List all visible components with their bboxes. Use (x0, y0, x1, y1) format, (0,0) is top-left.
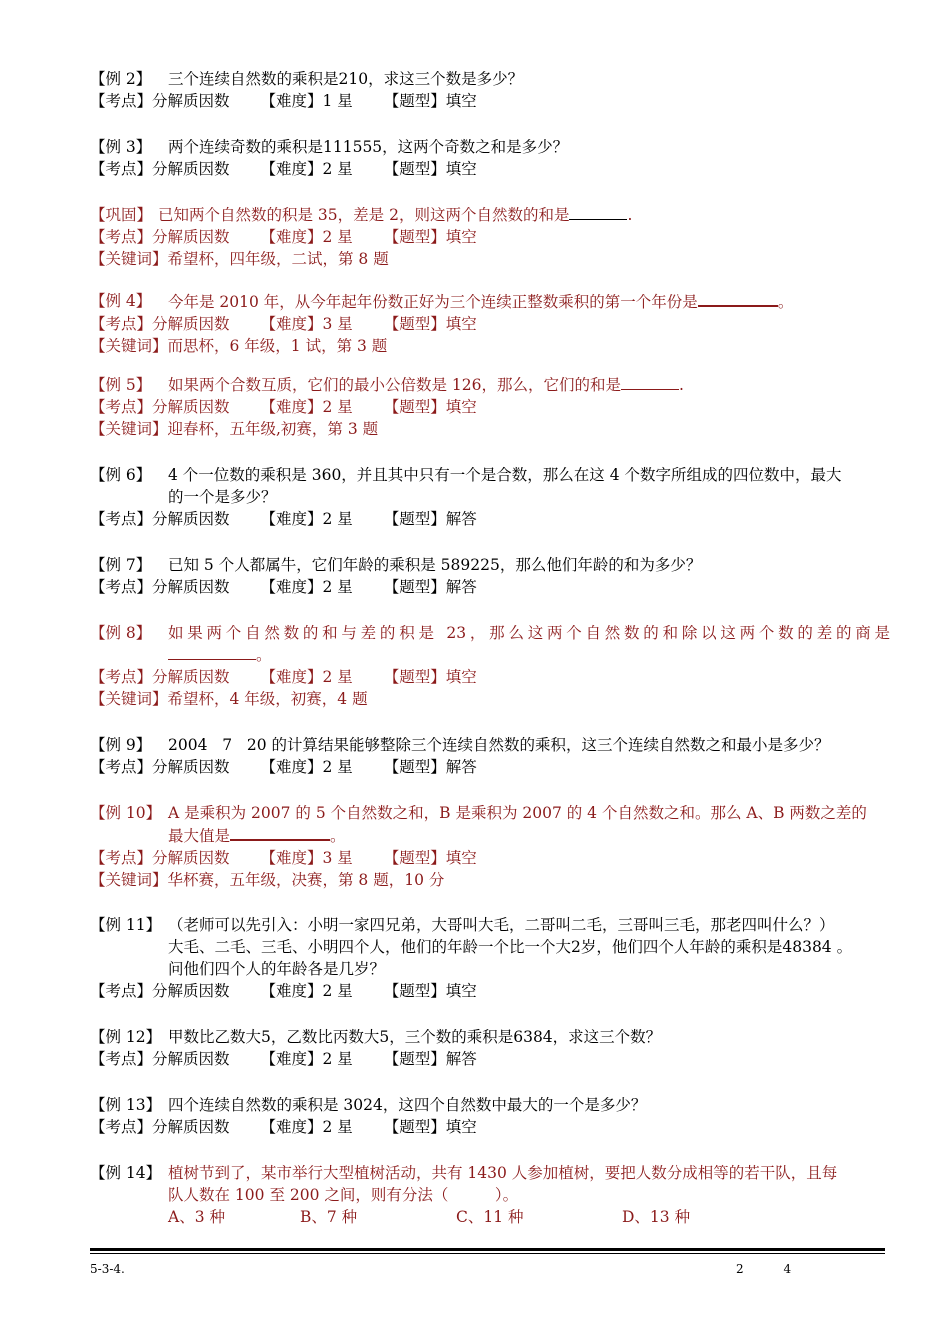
question-text: 如果两个合数互质，它们的最小公倍数是 126，那么，它们的和是 (168, 376, 622, 394)
example-tag: 【例 12】 (90, 1028, 162, 1046)
example-7 (90, 554, 890, 598)
meta-line: 【考点】分解质因数 【难度】3 星 【题型】填空 (90, 315, 477, 333)
example-tag: 【例 8】 (90, 624, 152, 642)
meta-line: 【考点】分解质因数 【难度】2 星 【题型】填空 (90, 228, 477, 246)
keywords-line: 【关键词】而思杯，6 年级，1 试，第 3 题 (90, 337, 388, 355)
footer-divider-thin (90, 1253, 885, 1254)
example-3 (90, 136, 890, 180)
answer-blank (168, 644, 256, 660)
example-tag: 【例 4】 (90, 292, 152, 310)
meta-line: 【考点】分解质因数 【难度】2 星 【题型】解答 (90, 1050, 477, 1068)
footer-code: 5-3-4. (90, 1262, 125, 1276)
question-text: （老师可以先引入：小明一家四兄弟，大哥叫大毛，二哥叫二毛，三哥叫三毛，那老四叫什么？） (168, 916, 835, 934)
question-text: 甲数比乙数大5，乙数比丙数大5，三个数的乘积是6384，求这三个数？ (168, 1028, 662, 1046)
example-tag: 【例 9】 (90, 736, 152, 754)
example-tag: 【例 14】 (90, 1164, 162, 1182)
question-text: 已知 5 个人都属牛，它们年龄的乘积是 589225，那么他们年龄的和为多少？ (168, 556, 702, 574)
example-10: 【例 10】 A 是乘积为 2007 的 5 个自然数之和，B 是乘积为 2007 的 4 个自然数之和。那么 A、B 两数之差的 最大值是 。 【考点】分解质因数 【难度】3 星 【题型】填空 【关键词】华杯赛，五年级，决赛，第 8 题，10 分 (90, 802, 890, 891)
question-text: 已知两个自然数的积是 35，差是 2，则这两个自然数的和是 (158, 206, 570, 224)
meta-line: 【考点】分解质因数 【难度】2 星 【题型】填空 (90, 668, 477, 686)
meta-line: 【考点】分解质因数 【难度】2 星 【题型】填空 (90, 1118, 477, 1136)
question-text: 问他们四个人的年龄各是几岁？ (168, 960, 386, 978)
question-text: 大毛、二毛、三毛、小明四个人，他们的年龄一个比一个大2岁，他们四个人年龄的乘积是48384 。 (168, 938, 853, 956)
example-tag: 【巩固】 (90, 206, 153, 224)
question-text: 植树节到了，某市举行大型植树活动，共有 1430 人参加植树，要把人数分成相等的若干队，且每 (168, 1164, 838, 1182)
question-text: A 是乘积为 2007 的 5 个自然数之和，B 是乘积为 2007 的 4 个自然数之和。那么 A、B 两数之差的 (168, 804, 867, 822)
footer-divider (90, 1248, 885, 1251)
example-tag: 【例 5】 (90, 376, 152, 394)
question-text: 队人数在 100 至 200 之间，则有分法（ ）。 (168, 1186, 519, 1204)
question-text: 如果两个自然数的和与差的积是 23，那么这两个自然数的和除以这两个数的差的商是 (168, 624, 890, 642)
meta-line: 【考点】分解质因数 【难度】2 星 【题型】解答 (90, 510, 477, 528)
example-tag: 【例 6】 (90, 466, 152, 484)
meta-line: 【考点】分解质因数 【难度】1 星 【题型】填空 (90, 92, 477, 110)
example-13 (90, 1094, 890, 1138)
answer-blank (230, 824, 330, 841)
example-tag: 【例 13】 (90, 1096, 162, 1114)
meta-line: 【考点】分解质因数 【难度】2 星 【题型】填空 (90, 982, 477, 1000)
page-number: 2 4 (736, 1262, 810, 1276)
answer-blank (698, 290, 778, 307)
example-11 (90, 914, 890, 1002)
example-5: 【例 5】 如果两个合数互质，它们的最小公倍数是 126，那么，它们的和是 . 【考点】分解质因数 【难度】2 星 【题型】填空 【关键词】迎春杯，五年级,初赛，第 3 题 (90, 374, 890, 440)
choices (90, 1206, 890, 1228)
keywords-line: 【关键词】希望杯，4 年级，初赛，4 题 (90, 690, 368, 708)
example-14 (90, 1162, 890, 1228)
example-4: 【例 4】 今年是 2010 年，从今年起年份数正好为三个连续正整数乘积的第一个年份是 。 【考点】分解质因数 【难度】3 星 【题型】填空 【关键词】而思杯，6 年级，1 试，第 3 题 (90, 290, 890, 357)
question-text: 2004 7 20 的计算结果能够整除三个连续自然数的乘积，这三个连续自然数之和最小是多少？ (168, 736, 830, 754)
example-2 (90, 68, 890, 112)
example-tag: 【例 10】 (90, 804, 162, 822)
answer-blank (621, 374, 679, 390)
meta-line: 【考点】分解质因数 【难度】2 星 【题型】解答 (90, 578, 477, 596)
choice-d: D、13 种 (622, 1208, 691, 1226)
choice-a: A、3 种 (168, 1208, 225, 1226)
meta-line: 【考点】分解质因数 【难度】2 星 【题型】填空 (90, 398, 477, 416)
example-8: 【例 8】 如果两个自然数的和与差的积是 23，那么这两个自然数的和除以这两个数的差的商是 。 【考点】分解质因数 【难度】2 星 【题型】填空 【关键词】希望杯，4 年级，初赛，4 题 (90, 624, 890, 708)
example-tag: 【例 11】 (90, 916, 162, 934)
meta-line: 【考点】分解质因数 【难度】2 星 【题型】解答 (90, 758, 477, 776)
question-text: 最大值是 (168, 827, 231, 845)
answer-blank (569, 204, 627, 220)
example-6 (90, 464, 890, 530)
consolidation: 【巩固】 已知两个自然数的积是 35，差是 2，则这两个自然数的和是 . 【考点】分解质因数 【难度】2 星 【题型】填空 【关键词】希望杯，四年级，二试，第 8 题 (90, 204, 890, 270)
question-text: 4 个一位数的乘积是 360，并且其中只有一个是合数，那么在这 4 个数字所组成的四位数中，最大 (168, 466, 842, 484)
example-12 (90, 1026, 890, 1070)
example-9 (90, 734, 890, 778)
keywords-line: 【关键词】迎春杯，五年级,初赛，第 3 题 (90, 420, 379, 438)
question-text: 两个连续奇数的乘积是111555，这两个奇数之和是多少？ (168, 138, 569, 156)
question-text: 的一个是多少？ (168, 488, 277, 506)
question-text: 今年是 2010 年，从今年起年份数正好为三个连续正整数乘积的第一个年份是 (168, 293, 698, 311)
meta-line: 【考点】分解质因数 【难度】2 星 【题型】填空 (90, 160, 477, 178)
choice-c: C、11 种 (456, 1208, 524, 1226)
choice-b: B、7 种 (300, 1208, 358, 1226)
question-text: 三个连续自然数的乘积是210，求这三个数是多少？ (168, 70, 524, 88)
meta-line: 【考点】分解质因数 【难度】3 星 【题型】填空 (90, 849, 477, 867)
example-tag: 【例 7】 (90, 556, 152, 574)
keywords-line: 【关键词】华杯赛，五年级，决赛，第 8 题，10 分 (90, 871, 445, 889)
question-text: 四个连续自然数的乘积是 3024，这四个自然数中最大的一个是多少？ (168, 1096, 647, 1114)
example-tag: 【例 2】 (90, 70, 152, 88)
example-tag: 【例 3】 (90, 138, 152, 156)
keywords-line: 【关键词】希望杯，四年级，二试，第 8 题 (90, 250, 389, 268)
